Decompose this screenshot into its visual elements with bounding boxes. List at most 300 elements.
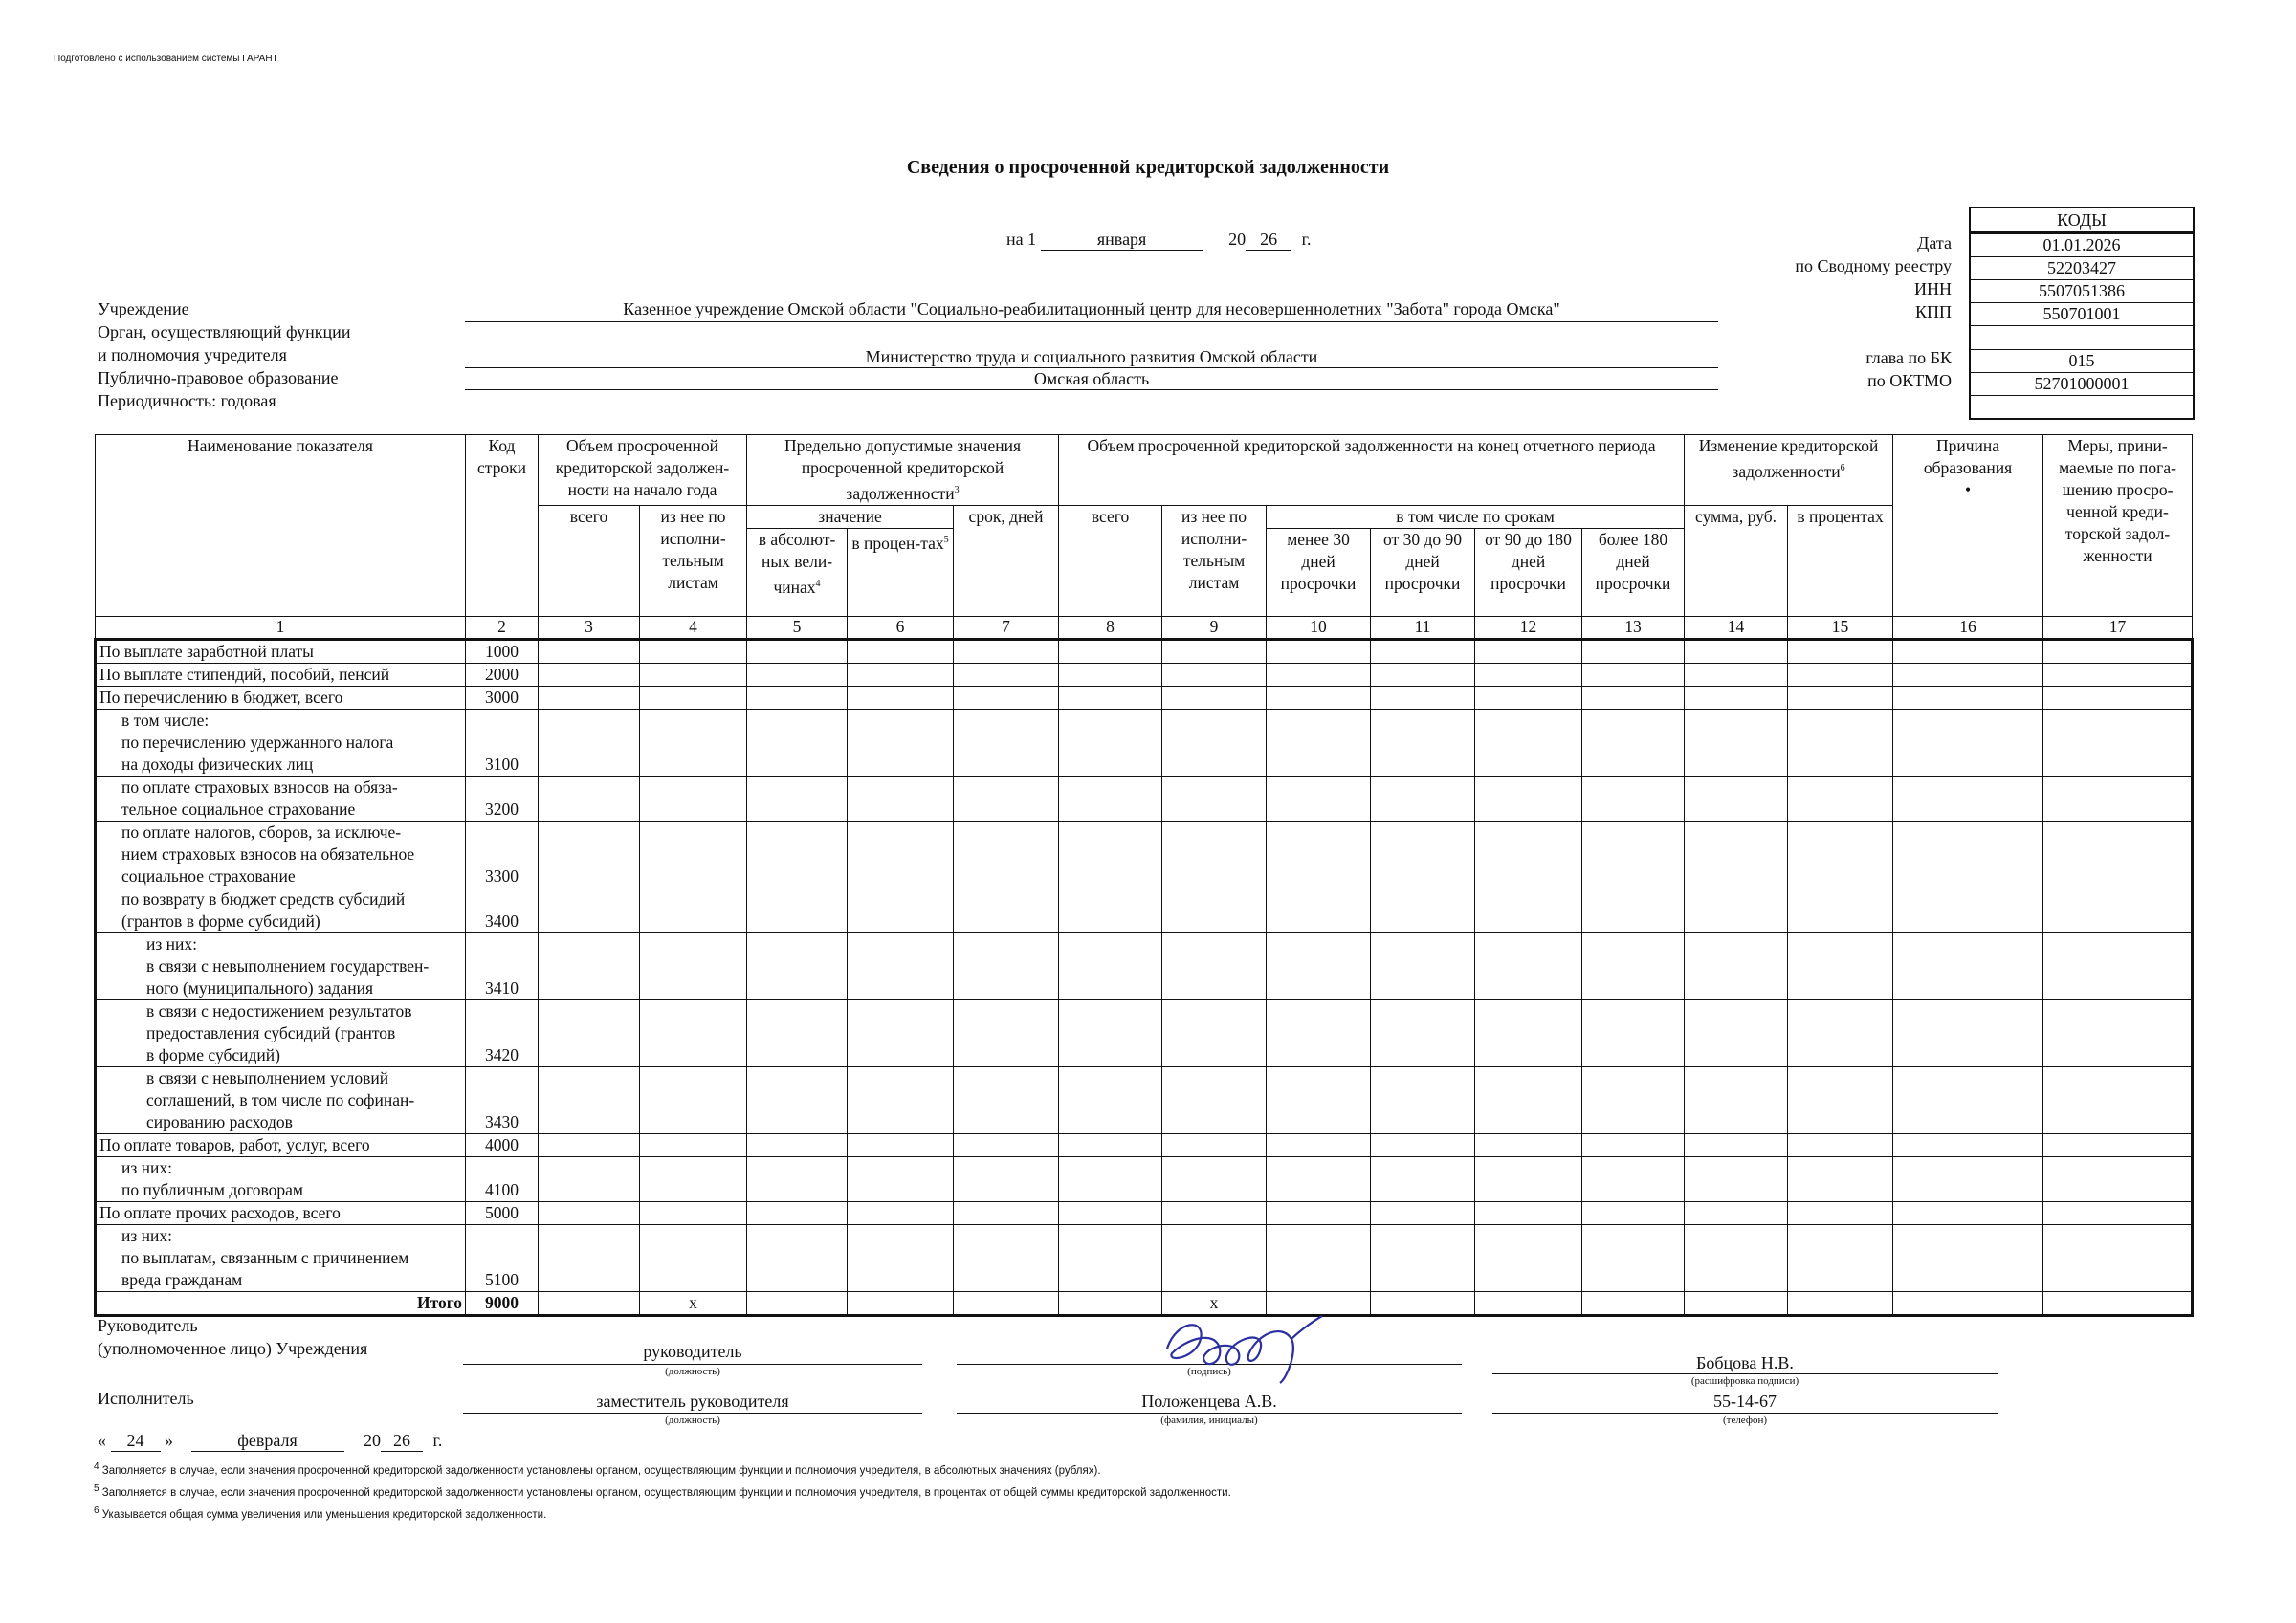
value-cell[interactable]	[1059, 663, 1162, 686]
garant-note: Подготовлено с использованием системы ГАРАНТ	[54, 54, 278, 64]
row-name-line: по возврату в бюджет средств субсидий	[121, 888, 406, 909]
total-value-cell[interactable]	[1685, 1291, 1788, 1315]
table-row	[96, 639, 2193, 663]
total-label: Итого	[96, 1291, 466, 1315]
value-cell[interactable]	[1059, 1156, 1162, 1201]
table-row	[96, 1156, 2193, 1201]
value-cell[interactable]	[747, 1201, 848, 1224]
value-cell[interactable]	[539, 1133, 640, 1156]
value-cell[interactable]	[539, 1201, 640, 1224]
institution-value: Казенное учреждение Омской области "Социально-реабилитационный центр для несовершеннолетних "Забота" города Омска"	[623, 299, 1560, 318]
value-cell[interactable]	[1475, 1156, 1582, 1201]
row-code: 3420	[466, 999, 539, 1066]
head-signature-caption: (подпись)	[1187, 1366, 1231, 1377]
value-cell[interactable]	[1162, 639, 1267, 663]
value-cell[interactable]	[1267, 821, 1371, 888]
sign-date-year: 26	[381, 1431, 423, 1452]
th-limits-text: Предельно допустимые значения просроченной кредиторской задолженности	[784, 436, 1022, 503]
value-cell[interactable]	[1371, 709, 1475, 776]
value-cell[interactable]	[1788, 639, 1893, 663]
total-value-cell[interactable]	[1475, 1291, 1582, 1315]
value-cell[interactable]	[640, 686, 747, 709]
total-value-cell[interactable]	[1059, 1291, 1162, 1315]
column-number: 8	[1059, 616, 1162, 639]
value-cell[interactable]	[1371, 888, 1475, 932]
value-cell[interactable]	[747, 1224, 848, 1291]
value-cell[interactable]	[2043, 999, 2193, 1066]
value-cell[interactable]	[539, 776, 640, 821]
value-cell[interactable]	[1788, 776, 1893, 821]
value-cell[interactable]	[1162, 709, 1267, 776]
row-name-line: в связи с невыполнением государствен-	[146, 955, 430, 976]
value-cell[interactable]	[1582, 1133, 1685, 1156]
th-value: значение	[747, 505, 954, 528]
value-cell[interactable]	[1475, 1133, 1582, 1156]
value-cell[interactable]	[1267, 709, 1371, 776]
date-prefix: на 1	[1006, 230, 1037, 249]
value-cell[interactable]	[848, 1066, 954, 1133]
value-cell[interactable]	[1788, 1224, 1893, 1291]
value-cell[interactable]	[848, 686, 954, 709]
row-name	[96, 776, 466, 821]
value-cell[interactable]	[539, 821, 640, 888]
value-cell[interactable]	[1893, 686, 2043, 709]
sign-date-year-prefix: 20	[364, 1431, 381, 1450]
value-cell[interactable]	[1267, 1156, 1371, 1201]
value-cell[interactable]	[954, 686, 1059, 709]
th-sum-rub: сумма, руб.	[1685, 505, 1788, 616]
value-cell[interactable]	[747, 1156, 848, 1201]
row-code: 1000	[466, 639, 539, 663]
value-cell[interactable]	[1059, 639, 1162, 663]
codes-box	[1969, 207, 2195, 420]
value-cell[interactable]	[1893, 888, 2043, 932]
value-cell[interactable]	[1162, 1201, 1267, 1224]
value-cell[interactable]	[2043, 639, 2193, 663]
value-cell[interactable]	[1685, 888, 1788, 932]
value-cell[interactable]	[954, 932, 1059, 999]
value-cell[interactable]	[1475, 888, 1582, 932]
value-cell[interactable]	[954, 1156, 1059, 1201]
value-cell[interactable]	[1582, 686, 1685, 709]
value-cell[interactable]	[1162, 932, 1267, 999]
value-cell[interactable]	[1371, 776, 1475, 821]
value-cell[interactable]	[1162, 776, 1267, 821]
value-cell[interactable]	[747, 999, 848, 1066]
value-cell[interactable]	[640, 709, 747, 776]
value-cell[interactable]	[1371, 1224, 1475, 1291]
value-cell[interactable]	[1685, 1066, 1788, 1133]
value-cell[interactable]	[1162, 999, 1267, 1066]
value-cell[interactable]	[1893, 1066, 2043, 1133]
total-value-cell[interactable]	[954, 1291, 1059, 1315]
value-cell[interactable]	[1788, 888, 1893, 932]
value-cell[interactable]	[1475, 1066, 1582, 1133]
value-cell[interactable]	[954, 1133, 1059, 1156]
value-cell[interactable]	[1788, 1066, 1893, 1133]
th-reason	[1893, 435, 2043, 617]
value-cell[interactable]	[848, 888, 954, 932]
value-cell[interactable]	[1162, 1224, 1267, 1291]
code-bk: 015	[1971, 350, 2193, 373]
value-cell[interactable]	[1582, 932, 1685, 999]
value-cell[interactable]	[954, 1066, 1059, 1133]
value-cell[interactable]	[2043, 888, 2193, 932]
value-cell[interactable]	[2043, 821, 2193, 888]
value-cell[interactable]	[1685, 686, 1788, 709]
value-cell[interactable]	[1162, 1156, 1267, 1201]
row-name-line: тельное социальное страхование	[121, 799, 356, 819]
value-cell[interactable]	[1685, 663, 1788, 686]
row-name-line: сированию расходов	[146, 1111, 293, 1131]
value-cell[interactable]	[1893, 932, 2043, 999]
total-x-mark: х	[1162, 1291, 1267, 1315]
codes-header: КОДЫ	[1971, 208, 2193, 232]
value-cell[interactable]	[539, 686, 640, 709]
report-date	[1006, 230, 1311, 251]
value-cell[interactable]	[640, 1066, 747, 1133]
value-cell[interactable]	[1893, 639, 2043, 663]
value-cell[interactable]	[1788, 1156, 1893, 1201]
value-cell[interactable]	[1893, 663, 2043, 686]
th-term: срок, дней	[954, 505, 1059, 616]
value-cell[interactable]	[1893, 999, 2043, 1066]
value-cell[interactable]	[2043, 1224, 2193, 1291]
value-cell[interactable]	[1059, 1066, 1162, 1133]
th-in-pct: в процентах	[1788, 505, 1893, 616]
row-name	[96, 821, 466, 888]
value-cell[interactable]	[1267, 663, 1371, 686]
value-cell[interactable]	[1893, 821, 2043, 888]
value-cell[interactable]	[848, 821, 954, 888]
head-name-caption: (расшифровка подписи)	[1690, 1375, 1799, 1387]
value-cell[interactable]	[1582, 888, 1685, 932]
value-cell[interactable]	[640, 663, 747, 686]
value-cell[interactable]	[539, 888, 640, 932]
value-cell[interactable]	[954, 821, 1059, 888]
value-cell[interactable]	[747, 663, 848, 686]
value-cell[interactable]	[640, 639, 747, 663]
value-cell[interactable]	[2043, 1133, 2193, 1156]
row-name-line: по оплате страховых взносов на обяза-	[121, 777, 398, 797]
row-name-line: по выплатам, связанным с причинением	[121, 1247, 409, 1267]
value-cell[interactable]	[1267, 1133, 1371, 1156]
exec-name-caption: (фамилия, инициалы)	[1160, 1415, 1258, 1426]
value-cell[interactable]	[1162, 888, 1267, 932]
value-cell[interactable]	[1582, 1201, 1685, 1224]
value-cell[interactable]	[954, 999, 1059, 1066]
value-cell[interactable]	[747, 1133, 848, 1156]
total-value-cell[interactable]	[1582, 1291, 1685, 1315]
value-cell[interactable]	[1582, 709, 1685, 776]
value-cell[interactable]	[640, 1156, 747, 1201]
value-cell[interactable]	[1267, 776, 1371, 821]
total-x-mark: х	[640, 1291, 747, 1315]
value-cell[interactable]	[1267, 888, 1371, 932]
value-cell[interactable]	[1685, 639, 1788, 663]
value-cell[interactable]	[1371, 686, 1475, 709]
row-name-line: По выплате заработной платы	[99, 641, 314, 661]
value-cell[interactable]	[539, 1156, 640, 1201]
value-cell[interactable]	[1685, 709, 1788, 776]
row-code: 3430	[466, 1066, 539, 1133]
row-name-line: из них:	[146, 933, 197, 954]
value-cell[interactable]	[1059, 821, 1162, 888]
value-cell[interactable]	[1475, 686, 1582, 709]
value-cell[interactable]	[1267, 639, 1371, 663]
row-name-line: ного (муниципального) задания	[146, 977, 374, 998]
row-name	[96, 686, 466, 709]
value-cell[interactable]	[1267, 999, 1371, 1066]
value-cell[interactable]	[848, 639, 954, 663]
value-cell[interactable]	[640, 1133, 747, 1156]
value-cell[interactable]	[1685, 1201, 1788, 1224]
value-cell[interactable]	[1582, 639, 1685, 663]
value-cell[interactable]	[640, 932, 747, 999]
row-name	[96, 1066, 466, 1133]
value-cell[interactable]	[1475, 776, 1582, 821]
value-cell[interactable]	[1162, 821, 1267, 888]
head-name-line	[1492, 1373, 1998, 1374]
value-cell[interactable]	[1059, 686, 1162, 709]
value-cell[interactable]	[1893, 709, 2043, 776]
value-cell[interactable]	[640, 888, 747, 932]
value-cell[interactable]	[539, 1066, 640, 1133]
value-cell[interactable]	[1162, 663, 1267, 686]
value-cell[interactable]	[747, 1066, 848, 1133]
value-cell[interactable]	[747, 776, 848, 821]
value-cell[interactable]	[1059, 1133, 1162, 1156]
total-value-cell[interactable]	[1788, 1291, 1893, 1315]
value-cell[interactable]	[954, 776, 1059, 821]
th-change-text: Изменение кредиторской задолженности	[1698, 436, 1879, 481]
value-cell[interactable]	[747, 821, 848, 888]
value-cell[interactable]	[1475, 709, 1582, 776]
column-number: 16	[1893, 616, 2043, 639]
value-cell[interactable]	[2043, 663, 2193, 686]
value-cell[interactable]	[1685, 1133, 1788, 1156]
value-cell[interactable]	[1475, 1224, 1582, 1291]
value-cell[interactable]	[848, 1133, 954, 1156]
table-row	[96, 999, 2193, 1066]
value-cell[interactable]	[848, 776, 954, 821]
value-cell[interactable]	[2043, 1156, 2193, 1201]
total-value-cell[interactable]	[2043, 1291, 2193, 1315]
value-cell[interactable]	[1788, 686, 1893, 709]
value-cell[interactable]	[1893, 1201, 2043, 1224]
total-value-cell[interactable]	[1893, 1291, 2043, 1315]
value-cell[interactable]	[640, 821, 747, 888]
value-cell[interactable]	[539, 999, 640, 1066]
value-cell[interactable]	[539, 663, 640, 686]
value-cell[interactable]	[1059, 776, 1162, 821]
row-code: 3200	[466, 776, 539, 821]
value-cell[interactable]	[747, 932, 848, 999]
value-cell[interactable]	[1893, 776, 2043, 821]
value-cell[interactable]	[1059, 1201, 1162, 1224]
value-cell[interactable]	[1582, 776, 1685, 821]
head-position: руководитель	[643, 1342, 742, 1361]
value-cell[interactable]	[1788, 821, 1893, 888]
value-cell[interactable]	[954, 663, 1059, 686]
value-cell[interactable]	[1162, 1066, 1267, 1133]
value-cell[interactable]	[848, 999, 954, 1066]
value-cell[interactable]	[1788, 1201, 1893, 1224]
value-cell[interactable]	[1685, 776, 1788, 821]
value-cell[interactable]	[1582, 821, 1685, 888]
value-cell[interactable]	[2043, 932, 2193, 999]
value-cell[interactable]	[848, 709, 954, 776]
row-name-line: По оплате прочих расходов, всего	[99, 1202, 341, 1222]
value-cell[interactable]	[848, 1156, 954, 1201]
row-name-line: По оплате товаров, работ, услуг, всего	[99, 1134, 370, 1154]
value-cell[interactable]	[1893, 1224, 2043, 1291]
date-year-prefix: 20	[1228, 230, 1247, 249]
value-cell[interactable]	[1788, 932, 1893, 999]
value-cell[interactable]	[1371, 1066, 1475, 1133]
row-name-line: в том числе:	[121, 710, 210, 730]
value-cell[interactable]	[1162, 686, 1267, 709]
value-cell[interactable]	[1059, 999, 1162, 1066]
value-cell[interactable]	[954, 639, 1059, 663]
value-cell[interactable]	[1475, 639, 1582, 663]
row-name-line: в связи с невыполнением условий	[146, 1067, 389, 1087]
value-cell[interactable]	[1685, 1224, 1788, 1291]
total-value-cell[interactable]	[747, 1291, 848, 1315]
value-cell[interactable]	[1685, 1156, 1788, 1201]
value-cell[interactable]	[1267, 1066, 1371, 1133]
value-cell[interactable]	[640, 1224, 747, 1291]
total-value-cell[interactable]	[1371, 1291, 1475, 1315]
total-value-cell[interactable]	[539, 1291, 640, 1315]
value-cell[interactable]	[1371, 1133, 1475, 1156]
value-cell[interactable]	[539, 932, 640, 999]
column-number: 12	[1475, 616, 1582, 639]
value-cell[interactable]	[1475, 663, 1582, 686]
sign-date	[98, 1431, 442, 1452]
value-cell[interactable]	[848, 1224, 954, 1291]
total-value-cell[interactable]	[848, 1291, 954, 1315]
value-cell[interactable]	[1582, 1156, 1685, 1201]
value-cell[interactable]	[1475, 932, 1582, 999]
value-cell[interactable]	[848, 1201, 954, 1224]
table-row	[96, 1066, 2193, 1133]
value-cell[interactable]	[1788, 663, 1893, 686]
head-position-caption: (должность)	[665, 1366, 720, 1377]
value-cell[interactable]	[1893, 1156, 2043, 1201]
founder-label-1: Орган, осуществляющий функции	[98, 322, 351, 341]
value-cell[interactable]	[539, 639, 640, 663]
value-cell[interactable]	[954, 1201, 1059, 1224]
value-cell[interactable]	[1582, 999, 1685, 1066]
value-cell[interactable]	[1371, 1201, 1475, 1224]
code-label-oktmo: по ОКТМО	[1867, 371, 1952, 390]
value-cell[interactable]	[1685, 932, 1788, 999]
row-code: 3410	[466, 932, 539, 999]
th-end-total: всего	[1059, 505, 1162, 616]
value-cell[interactable]	[640, 999, 747, 1066]
code-kpp: 550701001	[1971, 303, 2193, 326]
value-cell[interactable]	[2043, 709, 2193, 776]
value-cell[interactable]	[954, 888, 1059, 932]
value-cell[interactable]	[2043, 1201, 2193, 1224]
value-cell[interactable]	[747, 639, 848, 663]
value-cell[interactable]	[1267, 932, 1371, 999]
value-cell[interactable]	[1582, 1066, 1685, 1133]
date-suffix: г.	[1301, 230, 1312, 249]
table-row	[96, 932, 2193, 999]
value-cell[interactable]	[1371, 999, 1475, 1066]
value-cell[interactable]	[1371, 1156, 1475, 1201]
th-by-terms: в том числе по срокам	[1267, 505, 1685, 528]
value-cell[interactable]	[1162, 1133, 1267, 1156]
row-code: 3000	[466, 686, 539, 709]
value-cell[interactable]	[640, 776, 747, 821]
value-cell[interactable]	[954, 709, 1059, 776]
value-cell[interactable]	[1582, 1224, 1685, 1291]
value-cell[interactable]	[1582, 663, 1685, 686]
row-name	[96, 639, 466, 663]
value-cell[interactable]	[1059, 709, 1162, 776]
th-name: Наименование показателя	[96, 435, 466, 617]
value-cell[interactable]	[848, 932, 954, 999]
value-cell[interactable]	[1267, 1224, 1371, 1291]
value-cell[interactable]	[1267, 686, 1371, 709]
value-cell[interactable]	[640, 1201, 747, 1224]
handwritten-signature	[1148, 1310, 1330, 1387]
value-cell[interactable]	[1059, 1224, 1162, 1291]
th-abs	[747, 528, 848, 616]
head-position-line	[463, 1364, 922, 1365]
value-cell[interactable]	[1475, 1201, 1582, 1224]
founder-value: Министерство труда и социального развития Омской области	[865, 347, 1318, 366]
value-cell[interactable]	[747, 686, 848, 709]
value-cell[interactable]	[1371, 821, 1475, 888]
value-cell[interactable]	[747, 709, 848, 776]
sign-date-open: «	[98, 1431, 106, 1450]
value-cell[interactable]	[1267, 1201, 1371, 1224]
column-number: 2	[466, 616, 539, 639]
value-cell[interactable]	[1788, 999, 1893, 1066]
value-cell[interactable]	[1685, 999, 1788, 1066]
value-cell[interactable]	[1788, 1133, 1893, 1156]
value-cell[interactable]	[1371, 663, 1475, 686]
value-cell[interactable]	[539, 709, 640, 776]
value-cell[interactable]	[1475, 821, 1582, 888]
value-cell[interactable]	[1059, 888, 1162, 932]
value-cell[interactable]	[2043, 686, 2193, 709]
row-name-line: предоставления субсидий (грантов	[146, 1022, 396, 1042]
th-limits	[747, 435, 1059, 506]
value-cell[interactable]	[1475, 999, 1582, 1066]
table-row	[96, 888, 2193, 932]
value-cell[interactable]	[1059, 932, 1162, 999]
value-cell[interactable]	[1893, 1133, 2043, 1156]
value-cell[interactable]	[1371, 639, 1475, 663]
value-cell[interactable]	[1371, 932, 1475, 999]
value-cell[interactable]	[1685, 821, 1788, 888]
value-cell[interactable]	[539, 1224, 640, 1291]
value-cell[interactable]	[747, 888, 848, 932]
value-cell[interactable]	[2043, 776, 2193, 821]
value-cell[interactable]	[848, 663, 954, 686]
exec-name: Положенцева А.В.	[1141, 1392, 1277, 1411]
sign-date-month: февраля	[191, 1431, 344, 1452]
th-change	[1685, 435, 1893, 506]
value-cell[interactable]	[2043, 1066, 2193, 1133]
value-cell[interactable]	[1788, 709, 1893, 776]
value-cell[interactable]	[954, 1224, 1059, 1291]
